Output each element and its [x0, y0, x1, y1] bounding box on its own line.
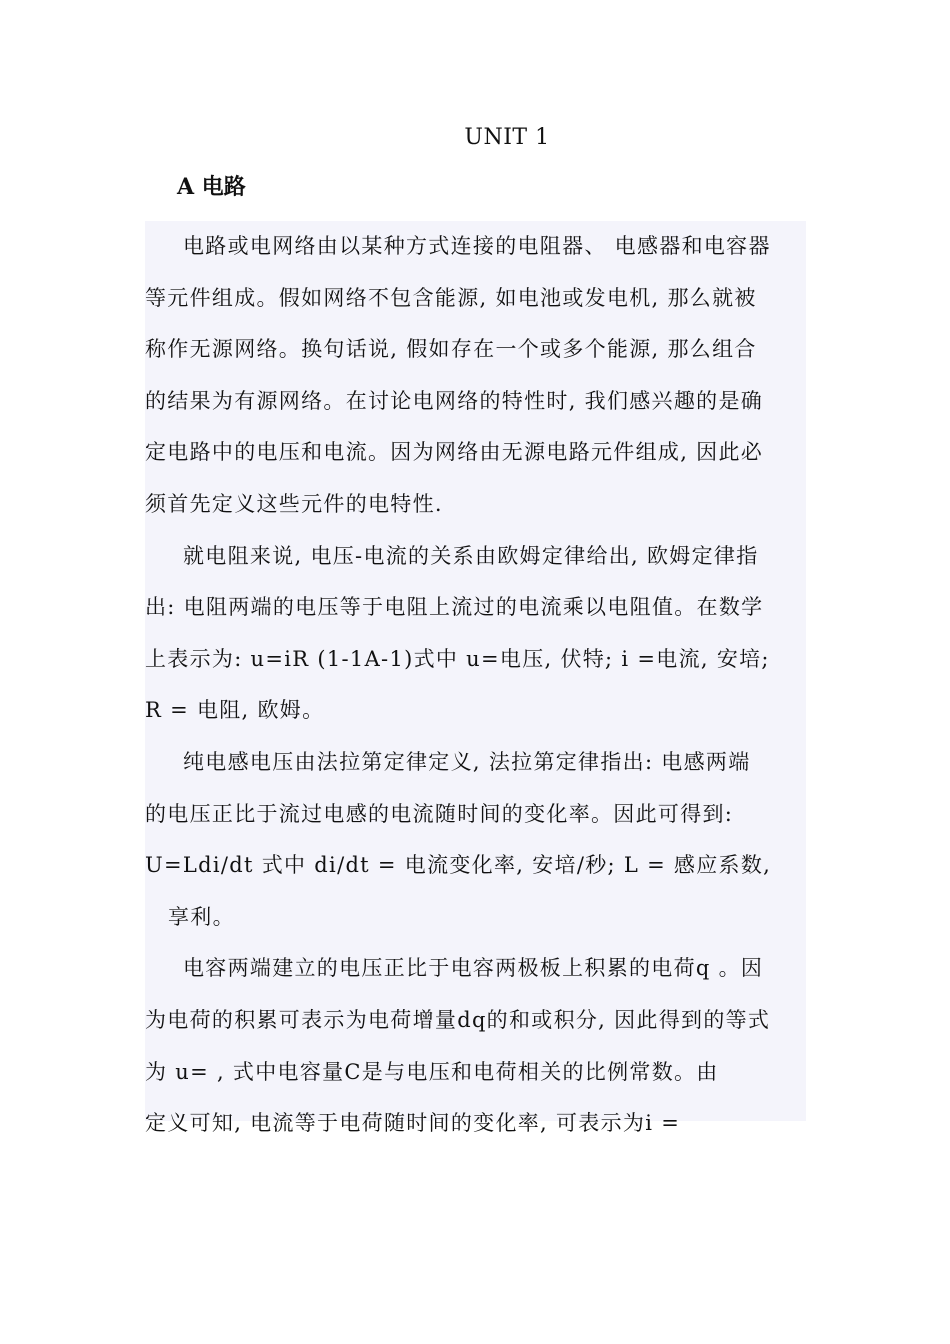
text-line: 为电荷的积累可表示为电荷增量dq的和或积分, 因此得到的等式 [145, 1007, 771, 1032]
text-line: 出: 电阻两端的电压等于电阻上流过的电流乘以电阻值。在数学 [145, 595, 764, 620]
text-line: R = 电阻, 欧姆。 [145, 698, 325, 723]
text-line: 称作无源网络。换句话说, 假如存在一个或多个能源, 那么组合 [145, 337, 757, 362]
text-line: 为 u= , 式中电容量C是与电压和电荷相关的比例常数。由 [145, 1059, 719, 1084]
text-line: 上表示为: u=iR (1-1A-1)式中 u=电压, 伏特; i =电流, 安培; [145, 646, 770, 671]
text-line: 等元件组成。假如网络不包含能源, 如电池或发电机, 那么就被 [145, 285, 757, 310]
body-text-block [145, 221, 806, 1136]
text-line: 电容两端建立的电压正比于电容两极板上积累的电荷q 。因 [183, 956, 764, 981]
text-line: U=Ldi/dt 式中 di/dt = 电流变化率, 安培/秒; L = 感应系数, [145, 853, 772, 878]
section-heading: A 电路 [177, 174, 246, 200]
text-line: 的电压正比于流过电感的电流随时间的变化率。因此可得到: [145, 801, 734, 826]
text-line: 定电路中的电压和电流。因为网络由无源电路元件组成, 因此必 [145, 440, 764, 465]
text-line: 享利。 [168, 904, 235, 929]
text-line: 须首先定义这些元件的电特性. [145, 491, 443, 516]
text-line: 纯电感电压由法拉第定律定义, 法拉第定律指出: 电感两端 [183, 749, 751, 774]
text-line: 的结果为有源网络。在讨论电网络的特性时, 我们感兴趣的是确 [145, 388, 764, 413]
page-title: UNIT 1 [464, 125, 550, 150]
text-line: 就电阻来说, 电压-电流的关系由欧姆定律给出, 欧姆定律指 [183, 543, 759, 568]
text-line: 定义可知, 电流等于电荷随时间的变化率, 可表示为i = [145, 1111, 681, 1136]
text-line: 电路或电网络由以某种方式连接的电阻器、 电感器和电容器 [183, 234, 771, 258]
